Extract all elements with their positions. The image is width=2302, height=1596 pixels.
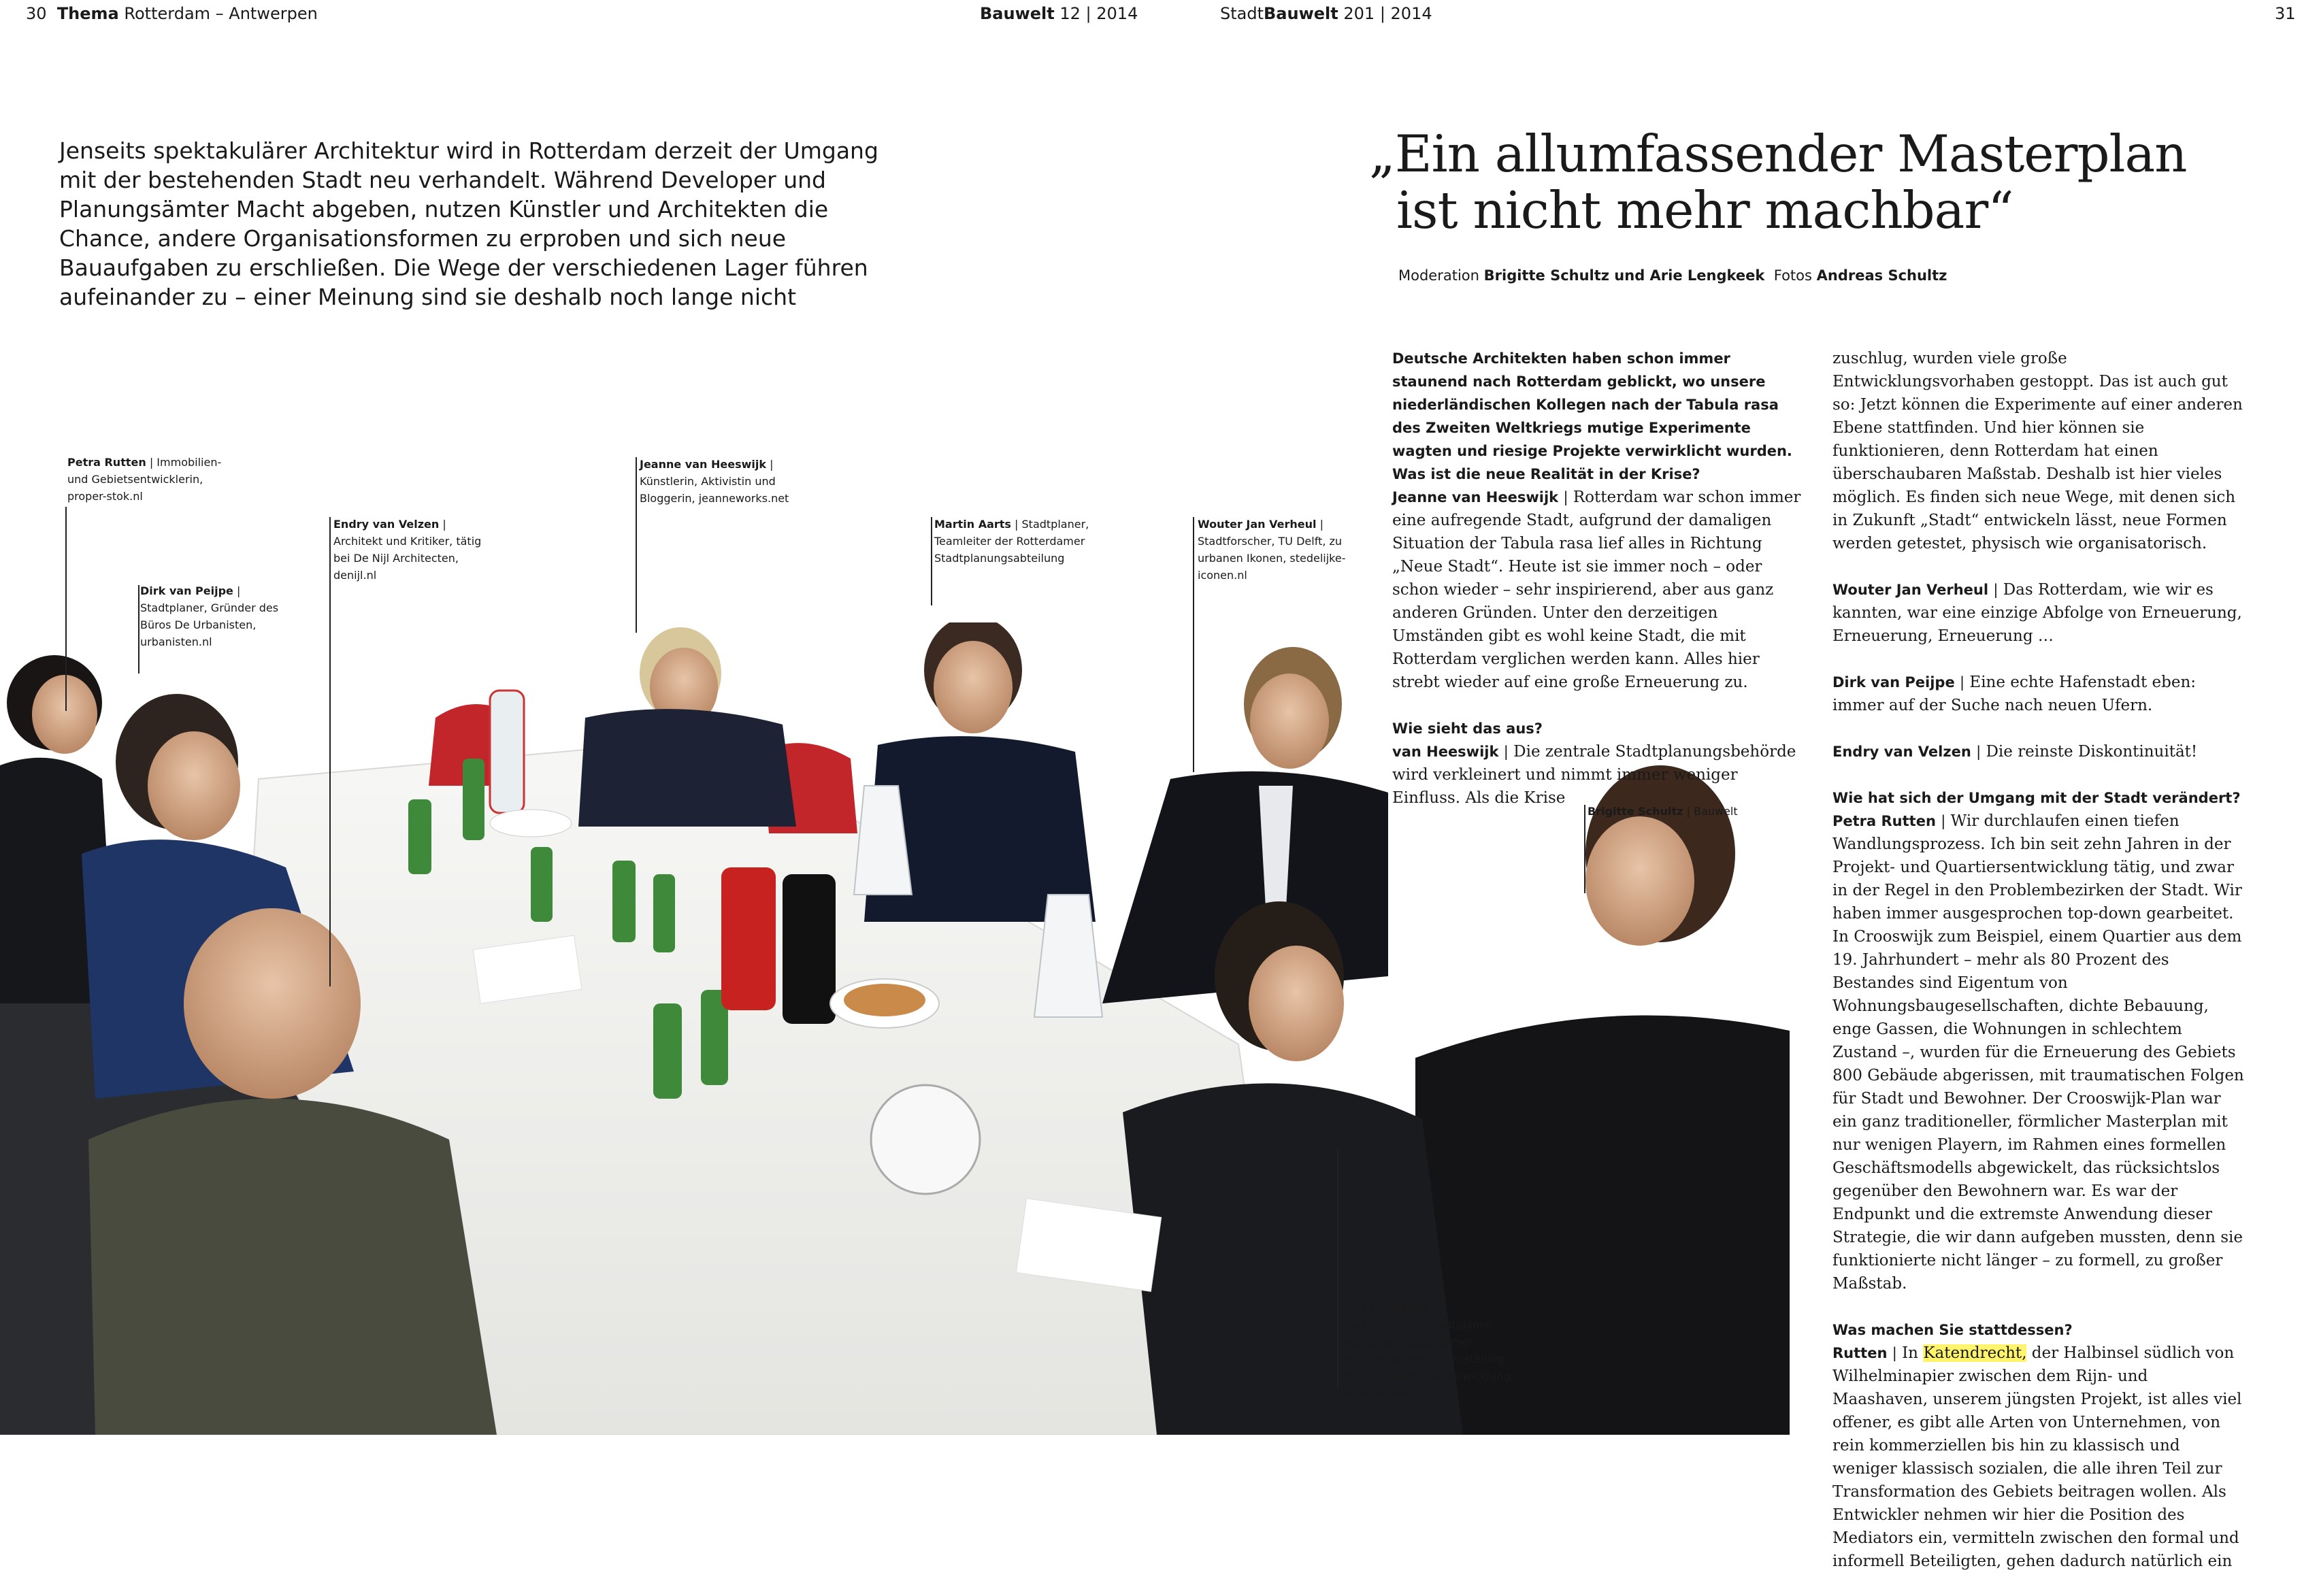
- speaker-text: der Halbinsel südlich von Wilhelminapier zwischen dem Rijn- und Maashaven, unserem jüngsten Projekt, ist alles viel offener, es gibt alle Arten von Unternehmen, von rein kommerziellen bis hin zu klassisch und weniger klassisch sozialen, die alle ihren Teil zur Transformation des Gebiets beitragen wollen. Als Entwickler nehmen wir hier die Position des Mediators ein, vermitteln zwischen den formal und informell Beteiligten, gehen dadurch natürlich ein: [1832, 1344, 2242, 1570]
- caption-line: [931, 517, 932, 605]
- caption-line: [329, 517, 331, 986]
- caption-petra-text: Immobilien- und Gebietsentwicklerin, proper-stok.nl: [67, 456, 222, 503]
- caption-line: [636, 457, 637, 633]
- caption-endry-text: Architekt und Kritiker, tätig bei De Nijl Architecten, denijl.nl: [333, 535, 482, 582]
- right-page-number: 31: [2275, 4, 2296, 23]
- caption-jeanne: Jeanne van Heeswijk | Künstlerin, Aktivistin und Bloggerin, jeanneworks.net: [640, 458, 789, 505]
- lead-question: Deutsche Architekten haben schon immer staunend nach Rotterdam geblickt, wo unsere niederländischen Kollegen nach der Tabula rasa des Zweiten Weltkriegs mutige Experimente wagten und riesige Projekte verwirklicht wurden. Was ist die neue Realität in der Krise?: [1392, 350, 1792, 482]
- person-jeanne: [578, 627, 796, 827]
- caption-line: [65, 507, 67, 711]
- caption-line: [138, 585, 139, 674]
- section-label: Thema: [56, 4, 119, 23]
- headline-line-2: ist nicht mehr machbar“: [1396, 180, 2013, 240]
- caption-dirk-name: Dirk van Peijpe: [140, 584, 233, 597]
- moderation-label: Moderation: [1398, 267, 1479, 284]
- caption-dirk: Dirk van Peijpe | Stadtplaner, Gründer des Büros De Urbanisten, urbanisten.nl: [140, 584, 279, 648]
- caption-wouter: Wouter Jan Verheul | Stadtforscher, TU Delft, zu urbanen Ikonen, stedelijke-iconen.nl: [1198, 518, 1346, 582]
- photographer-name: Andreas Schultz: [1816, 267, 1947, 284]
- speaker-text: Die zentrale Stadtplanungsbehörde wird verkleinert und nimmt immer weniger Einfluss. Als die Krise: [1392, 743, 1796, 807]
- right-issue-info: [1220, 3, 1432, 24]
- issue-left: 12 | 2014: [1059, 4, 1138, 23]
- speaker-text: Wir durchlaufen einen tiefen Wandlungsprozess. Ich bin seit zehn Jahren in der Projekt- und Quartiersentwicklung tätig, und zwar in der Regel in den Problembezirken der Stadt. Wir haben immer ausgesprochen top-down gearbeitet. In Crooswijk zum Beispiel, einem Quartier aus dem 19. Jahrhundert – mehr als 80 Prozent des Bestandes sind Eigentum von Wohnungsbaugesellschaften, dichte Bebauung, enge Gassen, die Wohnungen in schlechtem Zustand –, wurden für die Erneuerung des Gebiets 800 Gebäude abgerissen, mit traumatischen Folgen für Stadt und Bewohner. Der Crooswijk-Plan war ein ganz traditioneller, förmlicher Masterplan mit nur wenigen Playern, im Rahmen eines formellen Geschäftsmodells abgewickelt, das rücksichtslos gegenüber den Bewohnern war. Es war der Endpunkt und die extremste Anwendung dieser Strategie, die wir dann aufgeben mussten, denn sie funktionierte nicht länger – zu formell, zu großer Maßstab.: [1832, 812, 2244, 1293]
- question-heading: Was machen Sie stattdessen?: [1832, 1322, 2073, 1338]
- moderation-names: Brigitte Schultz und Arie Lengkeek: [1483, 267, 1765, 284]
- caption-line: [1193, 517, 1194, 772]
- caption-petra-name: Petra Rutten: [67, 456, 146, 469]
- photos-label: Fotos: [1773, 267, 1812, 284]
- speaker-text: Die reinste Diskontinuität!: [1986, 743, 2198, 761]
- body-column-2: zuschlug, wurden viele große Entwicklungsvorhaben gestoppt. Das ist auch gut so: Jetzt können die Experimente auf einer anderen Ebene stattfinden. Und hier können sie funktionieren, denn Rotterdam hat einen überschaubaren Maßstab. Deshalb ist hier vieles möglich. Es finden sich neue Wege, mit denen sich in Zukunft „Stadt“ entwickeln lässt, neue Formen werden getestet, physisch wie organisatorisch. Wouter Jan Verheul | Das Rotterdam, wie wir es kannten, war eine einzige Abfolge von Erneuerung, Erneuerung, Erneuerung … Dirk van Peijpe | Eine echte Hafenstadt eben: immer auf der Suche nach neuen Ufern. Endry van Velzen | Die reinste Diskontinuität! Wie hat sich der Umgang mit der Stadt verändert? Petra Rutten | Wir durchlaufen einen tiefen Wandlungsprozess. Ich bin seit zehn Jahren in der Projekt- und Quartiersentwicklung tätig, und zwar in der Regel in den Problembezirken der Stadt. Wir haben immer ausgesprochen top-down gearbeitet. In Crooswijk zum Beispiel, einem Quartier aus dem 19. Jahrhundert – mehr als 80 Prozent des Bestandes sind Eigentum von Wohnungsbaugesellschaften, dichte Bebauung, enge Gassen, die Wohnungen in schlechtem Zustand –, wurden für die Erneuerung des Gebiets 800 Gebäude abgerissen, mit traumatischen Folgen für Stadt und Bewohner. Der Crooswijk-Plan war ein ganz traditioneller, förmlicher Masterplan mit nur wenigen Playern, im Rahmen eines formellen Geschäftsmodells abgewickelt, das rücksichtslos gegenüber den Bewohnern war. Es war der Endpunkt und die extremste Anwendung dieser Strategie, die wir dann aufgeben mussten, denn sie funktionierte nicht länger – zu formell, zu großer Maßstab. Was machen Sie stattdessen? Rutten | In Katendrecht, der Halbinsel südlich von Wilhelminapier zwischen dem Rijn- und Maashaven, unserem jüngsten Projekt, ist alles viel offener, es gibt alle Arten von Unternehmen, von rein kommerziellen bis hin zu klassisch und weniger klassisch sozialen, die alle ihren Teil zur Transformation des Gebiets beitragen wollen. Als Entwickler nehmen wir hier die Position des Mediators ein, vermitteln zwischen den formal und informell Beteiligten, gehen dadurch natürlich ein: [1832, 347, 2248, 1596]
- red-thermos: [721, 867, 776, 1010]
- left-issue-info: [980, 3, 1138, 24]
- caption-martin: Martin Aarts | Stadtplaner, Teamleiter der Rotterdamer Stadtplanungsabteilung: [934, 518, 1089, 565]
- caption-endry-name: Endry van Velzen: [333, 518, 440, 531]
- speaker-name: Dirk van Peijpe: [1832, 674, 1955, 691]
- caption-wouter-name: Wouter Jan Verheul: [1198, 518, 1317, 531]
- speaker-name: Jeanne van Heeswijk: [1392, 489, 1559, 505]
- highlighted-place-name: Katendrecht,: [1923, 1344, 2027, 1362]
- caption-brigitte: Brigitte Schultz | Bauwelt: [1588, 805, 1738, 818]
- caption-dirk-text: Stadtplaner, Gründer des Büros De Urbanisten, urbanisten.nl: [140, 601, 279, 648]
- article-headline: [1369, 126, 2220, 239]
- caption-jeanne-text: Künstlerin, Aktivistin und Bloggerin, jeanneworks.net: [640, 475, 789, 505]
- body-column-1: Deutsche Architekten haben schon immer staunend nach Rotterdam geblickt, wo unsere niederländischen Kollegen nach der Tabula rasa des Zweiten Weltkriegs mutige Experimente wagten und riesige Projekte verwirklicht wurden. Was ist die neue Realität in der Krise? Jeanne van Heeswijk | Rotterdam war schon immer eine aufregende Stadt, aufgrund der damaligen Situation der Tabula rasa lief alles in Richtung „Neue Stadt“. Heute ist sie immer noch – oder schon wieder – sehr inspirierend, aber aus ganz anderen Gründen. Unter den derzeitigen Umständen gibt es wohl keine Stadt, die mit Rotterdam verglichen werden kann. Alles hier strebt wieder auf eine große Erneuerung zu. Wie sieht das aus? van Heeswijk | Die zentrale Stadtplanungsbehörde wird verkleinert und nimmt immer weniger Einfluss. Als die Krise: [1392, 350, 1801, 807]
- caption-martin-text: Stadtplaner, Teamleiter der Rotterdamer Stadtplanungsabteilung: [934, 518, 1089, 565]
- speaker-text: Das Rotterdam, wie wir es kannten, war eine einzige Abfolge von Erneuerung, Erneuerung, Erneuerung …: [1832, 581, 2242, 645]
- caption-endry: Endry van Velzen | Architekt und Kritiker, tätig bei De Nijl Architecten, denijl.nl: [333, 518, 482, 582]
- speaker-text-intro: In: [1902, 1344, 1918, 1362]
- caption-arie-name: Arie Lengkeek: [1342, 1301, 1430, 1314]
- continued-paragraph: zuschlug, wurden viele große Entwicklungsvorhaben gestoppt. Das ist auch gut so: Jetzt können die Experimente auf einer anderen Ebene stattfinden. Und hier können sie funktionieren, denn Rotterdam hat einen überschaubaren Maßstab. Deshalb ist hier vieles möglich. Es finden sich neue Wege, mit denen sich in Zukunft „Stadt“ entwickeln lässt, neue Formen werden getestet, physisch wie organisatorisch.: [1832, 350, 2243, 552]
- left-running-header: [26, 3, 318, 24]
- caption-martin-name: Martin Aarts: [934, 518, 1011, 531]
- caption-wouter-text: Stadtforscher, TU Delft, zu urbanen Ikonen, stedelijke-iconen.nl: [1198, 535, 1346, 582]
- section-topic: Rotterdam – Antwerpen: [124, 4, 318, 23]
- caption-brigitte-name: Brigitte Schultz: [1588, 805, 1683, 818]
- magazine-name-left: Bauwelt: [980, 4, 1055, 23]
- speaker-text: Eine echte Hafenstadt eben: immer auf der Suche nach neuen Ufern.: [1832, 674, 2197, 714]
- caption-petra: Petra Rutten | Immobilien- und Gebietsentwicklerin, proper-stok.nl: [67, 456, 222, 503]
- issue-right: 201 | 2014: [1343, 4, 1432, 23]
- speaker-name: Petra Rutten: [1832, 813, 1936, 829]
- caption-jeanne-name: Jeanne van Heeswijk: [640, 458, 766, 471]
- caption-line: [1337, 1150, 1338, 1388]
- speaker-name: Endry van Velzen: [1832, 744, 1971, 760]
- speaker-name: van Heeswijk: [1392, 744, 1499, 760]
- intro-paragraph: Jenseits spektakulärer Architektur wird in Rotterdam derzeit der Umgang mit der bestehenden Stadt neu verhandelt. Während Developer und Planungsämter Macht abgeben, nutzen Künstler und Architekten die Chance, andere Organisationsformen zu erproben und sich neue Bauaufgaben zu erschließen. Die Wege der verschiedenen Lager führen aufeinander zu – einer Meinung sind sie deshalb noch lange nicht: [59, 137, 878, 310]
- speaker-text: Rotterdam war schon immer eine aufregende Stadt, aufgrund der damaligen Situation der Tabula rasa lief alles in Richtung „Neue Stadt“. Heute ist sie immer noch – oder schon wieder – sehr inspirierend, aber aus ganz anderen Gründen. Unter den derzeitigen Umständen gibt es wohl keine Stadt, die mit Rotterdam verglichen werden kann. Alles hier strebt wieder auf eine große Erneuerung zu.: [1392, 488, 1801, 691]
- speaker-name: Wouter Jan Verheul: [1832, 582, 1989, 598]
- credits-line: [1398, 265, 1947, 286]
- caption-arie-text: Gastredakteur, Stadtplaner, derzeit am Rotterdamer Architekturzentrum zuständig für Forschung und Entwicklung, airfoundation.nl: [1342, 1318, 1514, 1399]
- caption-arie: Arie Lengkeek | Gastredakteur, Stadtplaner, derzeit am Rotterdamer Architekturzentrum zuständig für Forschung und Entwicklung, airfoundation.nl: [1342, 1301, 1514, 1399]
- left-page-number: 30: [26, 4, 47, 23]
- speaker-name: Rutten: [1832, 1345, 1888, 1361]
- caption-brigitte-text: Bauwelt: [1694, 805, 1738, 818]
- question-heading: Wie sieht das aus?: [1392, 720, 1543, 737]
- magazine-prefix: Stadt: [1220, 4, 1264, 23]
- magazine-name-right: Bauwelt: [1264, 4, 1338, 23]
- question-heading: Wie hat sich der Umgang mit der Stadt verändert?: [1832, 790, 2241, 806]
- headline-line-1: „Ein allumfassender Masterplan: [1369, 124, 2187, 184]
